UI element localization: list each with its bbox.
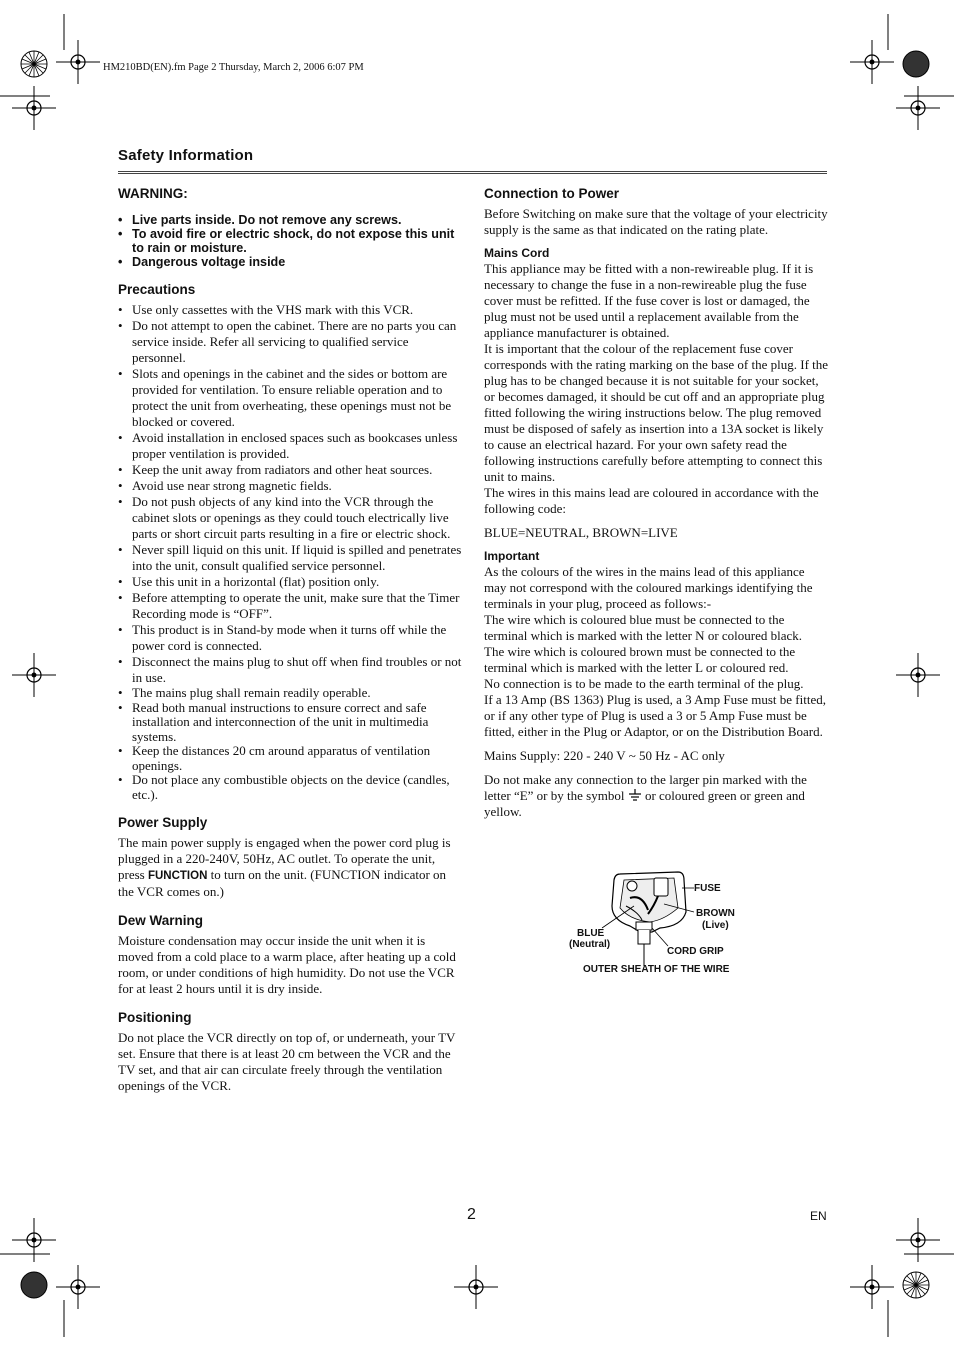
power-supply-text-start: The main power supply is engaged when the power cord plug is plugged in a 220-240V, 50Hz, AC outlet. To operate the unit, press [118,835,451,882]
mains-cord-paragraph: The wires in this mains lead are coloured in accordance with the following code: [484,485,819,516]
precaution-item: • Never spill liquid on this unit. If liquid is spilled and penetrates into the unit, consult qualified service personnel. [118,542,462,574]
precaution-item: • Avoid use near strong magnetic fields. [118,478,462,494]
power-supply-text [118,835,462,900]
earth-warning-end: or coloured green or green and yellow. [484,788,805,819]
important-paragraph: As the colours of the wires in the mains lead of this appliance may not correspond with the coloured markings identifying the terminals in your plug, proceed as follows:- [484,564,813,611]
precaution-item: • Use this unit in a horizontal (flat) position only. [118,574,462,590]
cord-grip-label: CORD GRIP [667,946,724,957]
warning-item: • To avoid fire or electric shock, do not expose this unit to rain or moisture. [118,227,462,255]
positioning-text: Do not place the VCR directly on top of, or underneath, your TV set. Ensure that there is at least 20 cm between the VCR and the TV set, and that air can circulate freely through the ventilation openings of the VCR. [118,1030,456,1093]
earth-warning [484,772,829,820]
precaution-item: • Before attempting to operate the unit, make sure that the Timer Recording mode is “OFF”. [118,590,462,622]
precaution-item: • Slots and openings in the cabinet and the sides or bottom are provided for ventilation. To ensure reliable operation and to protect the unit from overheating, these openings must not be blocked or covered. [118,366,462,430]
function-keyword: FUNCTION [147,870,208,882]
title-rule [118,171,827,174]
precaution-item: • The mains plug shall remain readily operable. [118,686,462,701]
precaution-item: • Do not push objects of any kind into the VCR through the cabinet slots or openings as they could touch electrically live parts or short circuit parts resulting in a fire or electric shock. [118,494,462,542]
warning-item: • Dangerous voltage inside [118,255,462,269]
page-number: 2 [467,1206,476,1223]
blue-label: BLUE [577,928,605,939]
mains-cord-heading: Mains Cord [484,246,550,260]
precaution-item: • Do not attempt to open the cabinet. There are no parts you can service inside. Refer all servicing to qualified service personnel. [118,318,462,366]
precaution-item: • Use only cassettes with the VHS mark with this VCR. [118,302,462,318]
power-supply-text-end: to turn on the unit. (FUNCTION indicator on the VCR comes on.) [118,867,447,899]
power-supply-heading: Power Supply [118,815,208,830]
connection-heading: Connection to Power [484,186,619,201]
dew-warning-heading: Dew Warning [118,913,204,928]
mains-supply-spec: Mains Supply: 220 - 240 V ~ 50 Hz - AC only [484,748,725,763]
right-column [484,186,829,820]
precaution-item: • Disconnect the mains plug to shut off when find troubles or not in use. [118,654,462,686]
warning-list [118,213,462,269]
wire-color-code: BLUE=NEUTRAL, BROWN=LIVE [484,525,678,540]
warning-item: • Live parts inside. Do not remove any screws. [118,213,462,227]
brown-label: BROWN [696,908,735,919]
precautions-heading: Precautions [118,282,196,297]
neutral-label: (Neutral) [569,939,611,950]
positioning-heading: Positioning [118,1010,192,1025]
plug-wiring-diagram [560,866,760,981]
important-paragraph: No connection is to be made to the earth terminal of the plug. [484,676,804,691]
file-info: HM210BD(EN).fm Page 2 Thursday, March 2, 2006 6:07 PM [103,62,364,73]
dew-warning-text: Moisture condensation may occur inside the unit when it is moved from a cold place to a warm place, after heating up a cold room, or under conditions of high humidity. Do not use the VCR for at least 2 hours until it is dry inside. [118,933,456,996]
live-label: (Live) [702,920,729,931]
earth-icon [628,789,642,801]
precaution-item: • Keep the distances 20 cm around apparatus of ventilation openings. [118,744,462,773]
important-paragraph: The wire which is coloured blue must be connected to the terminal which is marked with the letter N or coloured black. [484,612,803,643]
warning-heading: WARNING: [118,186,188,201]
precaution-item: • Keep the unit away from radiators and other heat sources. [118,462,462,478]
outer-sheath-label: OUTER SHEATH OF THE WIRE [583,964,730,975]
fuse-label: FUSE [694,883,721,894]
important-heading: Important [484,549,540,563]
important-paragraph: The wire which is coloured brown must be connected to the terminal which is marked with the letter L or coloured red. [484,644,796,675]
connection-intro: Before Switching on make sure that the voltage of your electricity supply is the same as that indicated on the rating plate. [484,206,828,237]
important-paragraph: If a 13 Amp (BS 1363) Plug is used, a 3 Amp Fuse must be fitted, or if any other type of Plug is used a 3 or 5 Amp Fuse must be fitted, either in the Plug or Adaptor, or on the Distribution Board. [484,692,826,739]
precaution-item: • Avoid installation in enclosed spaces such as bookcases unless proper ventilation is provided. [118,430,462,462]
left-column [118,186,462,1094]
language-code: EN [810,1209,827,1223]
precaution-item: • This product is in Stand-by mode when it turns off while the power cord is connected. [118,622,462,654]
mains-cord-paragraph: It is important that the colour of the replacement fuse cover corresponds with the rating marking on the base of the plug. If the plug has to be changed because it is not suitable for your socket, or becomes damaged, it should be cut off and an appropriate plug fitted following the wiring instructions below. The plug removed must be disposed of safely as insertion into a 13A socket is likely to cause an electrical hazard. For your own safety read the following instructions carefully before attempting to connect this unit to mains. [484,341,829,484]
precaution-item: • Do not place any combustible objects on the device (candles, etc.). [118,773,462,802]
precautions-list [118,302,462,802]
mains-cord-paragraph: This appliance may be fitted with a non-rewireable plug. If it is necessary to change the fuse in a non-rewireable plug the fuse cover must be refitted. If the fuse cover is lost or damaged, the plug must not be used until a replacement available from the appliance manufacturer is obtained. [484,261,814,340]
earth-warning-start: Do not make any connection to the larger pin marked with the letter “E” or by the symbol [484,772,807,803]
precaution-item: • Read both manual instructions to ensure correct and safe installation and interconnection of the unit in multimedia systems. [118,701,462,745]
section-title: Safety Information [118,147,254,164]
